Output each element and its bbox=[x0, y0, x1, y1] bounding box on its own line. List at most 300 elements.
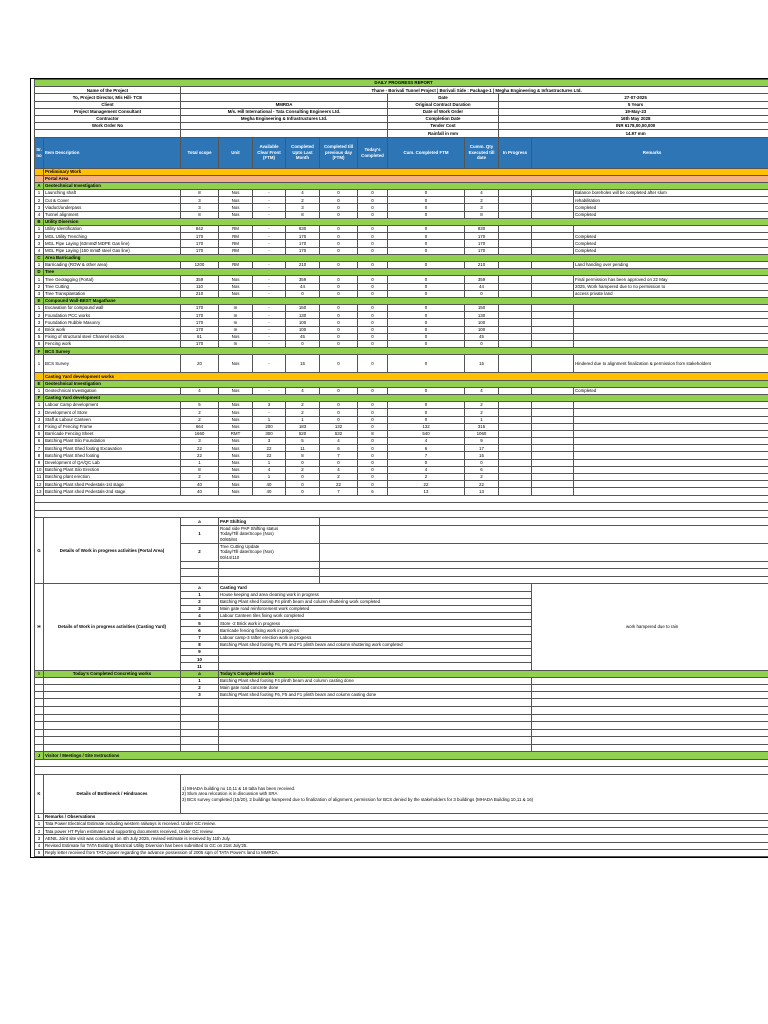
table-row bbox=[35, 430, 768, 437]
row-scope: 8 bbox=[181, 211, 219, 218]
row-item: Foundation Rubble Masonry bbox=[44, 319, 181, 326]
row-prev: 0 bbox=[320, 226, 358, 233]
row-upto: 15 bbox=[286, 355, 320, 373]
row-prev: 7 bbox=[320, 488, 358, 495]
row-spacer bbox=[532, 474, 574, 481]
section-label: Casting Yard development works bbox=[44, 373, 768, 380]
row-upto: 150 bbox=[286, 305, 320, 312]
report-body bbox=[35, 80, 768, 857]
h-item-text bbox=[219, 649, 532, 656]
l-item-text: AENIL Joint site visit was conducted on 4th July 2025, revised estimate is received by 11th July. bbox=[44, 835, 768, 842]
row-prev: 0 bbox=[320, 341, 358, 348]
section-sr: A bbox=[35, 182, 44, 189]
k-sr: K bbox=[35, 774, 44, 813]
l-item-text: Revised Estimate for TATA Existing Electrical Utility Diversion has been submitted to GC on 21st July'25. bbox=[44, 842, 768, 849]
row-item: Utility Identification bbox=[44, 226, 181, 233]
row-unit: Nos bbox=[219, 488, 253, 495]
i-blank bbox=[35, 744, 768, 752]
row-today: 0 bbox=[358, 226, 388, 233]
i-blank bbox=[35, 737, 768, 745]
row-remarks bbox=[574, 488, 768, 495]
row-exec: 130 bbox=[465, 312, 499, 319]
row-sr: 7 bbox=[35, 445, 44, 452]
row-unit: Nos bbox=[219, 416, 253, 423]
info-right-label: Tender Cost bbox=[388, 123, 499, 130]
info-row bbox=[35, 123, 768, 130]
row-sr: 3 bbox=[35, 319, 44, 326]
row-prev: 0 bbox=[320, 312, 358, 319]
h-item-text: Barricade fencing fixing work in progress bbox=[219, 627, 532, 634]
row-remarks bbox=[574, 312, 768, 319]
blank bbox=[44, 706, 181, 714]
h-item-no: 1 bbox=[181, 591, 219, 598]
row-spacer bbox=[532, 416, 574, 423]
row-clear: - bbox=[253, 409, 286, 416]
row-unit: Nos bbox=[219, 402, 253, 409]
row-sr: 9 bbox=[35, 459, 44, 466]
row-item: Development of QA/QC Lab bbox=[44, 459, 181, 466]
row-remarks: Completed bbox=[574, 204, 768, 211]
blank bbox=[35, 510, 768, 518]
blank bbox=[35, 706, 44, 714]
report-sheet bbox=[30, 78, 768, 858]
row-today: 0 bbox=[358, 466, 388, 473]
row-spacer bbox=[532, 481, 574, 488]
row-exec: 0 bbox=[465, 459, 499, 466]
row-prev: 0 bbox=[320, 276, 358, 283]
row-scope: 170 bbox=[181, 247, 219, 254]
table-row bbox=[35, 438, 768, 445]
row-today: 0 bbox=[358, 402, 388, 409]
row-clear: 1 bbox=[253, 474, 286, 481]
info-value: M/s. Hill International - Tata Consulting Engineers Ltd. bbox=[181, 108, 388, 115]
row-unit: RM bbox=[219, 240, 253, 247]
row-remarks: Balance boreholes will be completed after slum bbox=[574, 190, 768, 197]
row-prog bbox=[499, 452, 532, 459]
info-label: Project Management Consultant bbox=[35, 108, 181, 115]
row-cum: 6 bbox=[388, 445, 465, 452]
row-upto: 520 bbox=[286, 430, 320, 437]
row-prev: 0 bbox=[320, 402, 358, 409]
k-line: 1) MHADA building no 10,11 & 16 talta has been received. bbox=[182, 785, 296, 791]
section-label: Geotechnical Investigation bbox=[44, 182, 768, 189]
g-head: PAP Shifting bbox=[219, 518, 320, 525]
row-upto: 4 bbox=[286, 190, 320, 197]
row-exec: 4 bbox=[465, 387, 499, 394]
l-item bbox=[35, 842, 768, 849]
section-label: Geotechnical Investigation bbox=[44, 380, 768, 387]
row-cum: 0 bbox=[388, 247, 465, 254]
row-upto: 0 bbox=[286, 341, 320, 348]
header-upto: Completed Upto Last Month bbox=[286, 137, 320, 168]
k-line: 2) Slum area relocation is in discussion with SRA bbox=[182, 791, 278, 797]
row-exec: 2 bbox=[465, 402, 499, 409]
i-blank bbox=[35, 722, 768, 730]
i-item bbox=[35, 677, 768, 684]
row-prog bbox=[499, 333, 532, 340]
i-sr: I bbox=[35, 670, 44, 677]
k-label: Details of Bottleneck / Hindrances bbox=[44, 774, 181, 813]
row-prev: 0 bbox=[320, 387, 358, 394]
row-today: 0 bbox=[358, 481, 388, 488]
row-today: 0 bbox=[358, 233, 388, 240]
row-upto: 3 bbox=[286, 204, 320, 211]
blank bbox=[181, 576, 219, 584]
section-label: Tree bbox=[44, 269, 768, 276]
g-item-no: 2 bbox=[181, 543, 219, 561]
row-unit: m bbox=[219, 305, 253, 312]
row-cum: 0 bbox=[388, 211, 465, 218]
row-prev: 0 bbox=[320, 459, 358, 466]
section-label: Utility Diversion bbox=[44, 218, 768, 225]
row-remarks bbox=[574, 445, 768, 452]
row-cum: 4 bbox=[388, 466, 465, 473]
row-exec: 15 bbox=[465, 355, 499, 373]
row-clear: - bbox=[253, 240, 286, 247]
row-spacer bbox=[532, 430, 574, 437]
row-clear: - bbox=[253, 326, 286, 333]
i-blank bbox=[35, 699, 768, 707]
blank bbox=[181, 561, 219, 569]
blank bbox=[44, 714, 181, 722]
row-cum: 0 bbox=[388, 240, 465, 247]
row-remarks bbox=[574, 438, 768, 445]
blank bbox=[35, 759, 768, 767]
table-header bbox=[35, 137, 768, 168]
l-item-no: 2 bbox=[35, 828, 44, 835]
row-item: Geotechnical Investigation bbox=[44, 387, 181, 394]
row-cum: 540 bbox=[388, 430, 465, 437]
table-row bbox=[35, 283, 768, 290]
row-exec: 3 bbox=[465, 204, 499, 211]
blank bbox=[532, 722, 768, 730]
row-exec: 0 bbox=[465, 341, 499, 348]
row-upto: 100 bbox=[286, 326, 320, 333]
row-upto: 170 bbox=[286, 233, 320, 240]
row-prev: 532 bbox=[320, 430, 358, 437]
info-right-value: 5 Years bbox=[499, 101, 768, 108]
row-prog bbox=[499, 402, 532, 409]
row-scope: 842 bbox=[181, 226, 219, 233]
blank bbox=[44, 737, 181, 745]
blank bbox=[181, 714, 219, 722]
row-cum: 0 bbox=[388, 341, 465, 348]
row-today: 0 bbox=[358, 290, 388, 297]
row-prog bbox=[499, 481, 532, 488]
row-upto: 0 bbox=[286, 459, 320, 466]
row-item: Batching Plant Silo Foundation bbox=[44, 438, 181, 445]
row-scope: 20 bbox=[181, 355, 219, 373]
row-cum: 0 bbox=[388, 402, 465, 409]
table-row bbox=[35, 445, 768, 452]
row-clear: 22 bbox=[253, 445, 286, 452]
row-exec: 315 bbox=[465, 423, 499, 430]
header-prev: Completed till previous day (FTM) bbox=[320, 137, 358, 168]
row-today: 0 bbox=[358, 341, 388, 348]
row-prev: 0 bbox=[320, 233, 358, 240]
header-sr: Sr. no bbox=[35, 137, 44, 168]
row-clear: 40 bbox=[253, 488, 286, 495]
h-item-text: Store -2 Brick work in progress bbox=[219, 620, 532, 627]
l-item-no: 1 bbox=[35, 821, 44, 828]
row-today: 0 bbox=[358, 247, 388, 254]
row-upto: 2 bbox=[286, 197, 320, 204]
j-sr: J bbox=[35, 752, 44, 759]
h-item-no: 8 bbox=[181, 641, 219, 648]
row-upto: 830 bbox=[286, 226, 320, 233]
row-sr: 3 bbox=[35, 240, 44, 247]
row-clear: - bbox=[253, 305, 286, 312]
blank bbox=[181, 729, 219, 737]
row-remarks bbox=[574, 326, 768, 333]
h-head bbox=[35, 584, 768, 591]
info-row bbox=[35, 94, 768, 101]
row-prev: 2 bbox=[320, 474, 358, 481]
table-row bbox=[35, 319, 768, 326]
h-item-no: 2 bbox=[181, 598, 219, 605]
row-today: 8 bbox=[358, 430, 388, 437]
row-spacer bbox=[532, 387, 574, 394]
blank bbox=[532, 744, 768, 752]
row-prev: 0 bbox=[320, 211, 358, 218]
h-item-no: 11 bbox=[181, 663, 219, 670]
row-remarks bbox=[574, 409, 768, 416]
row-sr: 2 bbox=[35, 409, 44, 416]
blank bbox=[532, 737, 768, 745]
row-remarks bbox=[574, 402, 768, 409]
section-row bbox=[35, 394, 768, 401]
row-sr: 1 bbox=[35, 387, 44, 394]
row-sr: 1 bbox=[35, 355, 44, 373]
row-exec: 9 bbox=[465, 438, 499, 445]
row-cum: 0 bbox=[388, 283, 465, 290]
row-prev: 0 bbox=[320, 333, 358, 340]
row-clear: 22 bbox=[253, 452, 286, 459]
row-sr: 4 bbox=[35, 326, 44, 333]
blank bbox=[35, 737, 44, 745]
table-row bbox=[35, 466, 768, 473]
row-today: 0 bbox=[358, 423, 388, 430]
header-scope: Total scope bbox=[181, 137, 219, 168]
row-spacer bbox=[532, 283, 574, 290]
row-unit: Nos bbox=[219, 481, 253, 488]
row-upto: 2 bbox=[286, 466, 320, 473]
row-upto: 210 bbox=[286, 261, 320, 268]
row-clear: 4 bbox=[253, 466, 286, 473]
section-row bbox=[35, 218, 768, 225]
report-table bbox=[34, 79, 768, 857]
row-exec: 170 bbox=[465, 240, 499, 247]
i-item bbox=[35, 692, 768, 699]
row-today: 0 bbox=[358, 387, 388, 394]
i-head bbox=[35, 670, 768, 677]
row-prog bbox=[499, 247, 532, 254]
l-item bbox=[35, 821, 768, 828]
table-row bbox=[35, 276, 768, 283]
row-today: 0 bbox=[358, 197, 388, 204]
row-sr: 1 bbox=[35, 190, 44, 197]
row-unit: Nos bbox=[219, 459, 253, 466]
row-remarks: Completed bbox=[574, 233, 768, 240]
row-prog bbox=[499, 261, 532, 268]
row-item: Batching Plant Shed footing bbox=[44, 452, 181, 459]
row-upto: 5 bbox=[286, 438, 320, 445]
row-today: 0 bbox=[358, 283, 388, 290]
section-row bbox=[35, 175, 768, 182]
row-clear: - bbox=[253, 211, 286, 218]
table-row bbox=[35, 190, 768, 197]
table-row bbox=[35, 341, 768, 348]
blank bbox=[320, 525, 768, 543]
row-spacer bbox=[532, 204, 574, 211]
row-scope: 61 bbox=[181, 333, 219, 340]
table-row bbox=[35, 290, 768, 297]
blank bbox=[320, 576, 768, 584]
row-today: 0 bbox=[358, 240, 388, 247]
row-cum: 4 bbox=[388, 438, 465, 445]
header-cum: Cum. Completed FTM bbox=[388, 137, 465, 168]
row-upto: 8 bbox=[286, 211, 320, 218]
table-row bbox=[35, 312, 768, 319]
row-scope: 22 bbox=[181, 452, 219, 459]
g-item-line: Tree Cutting Update bbox=[220, 543, 260, 549]
row-sr: 2 bbox=[35, 283, 44, 290]
row-prog bbox=[499, 319, 532, 326]
section-row bbox=[35, 168, 768, 175]
header-item: Item Description bbox=[44, 137, 181, 168]
blank bbox=[35, 677, 44, 684]
row-cum: 0 bbox=[388, 416, 465, 423]
row-clear: - bbox=[253, 233, 286, 240]
row-scope: 170 bbox=[181, 319, 219, 326]
info-label: To, Project Director, M/s Hill- TCE bbox=[35, 94, 181, 101]
row-cum: 132 bbox=[388, 423, 465, 430]
row-item: Tunnel alignment bbox=[44, 211, 181, 218]
i-item-no: 3 bbox=[181, 692, 219, 699]
h-item-text: Labour camp-3 rafter erection work in progress bbox=[219, 634, 532, 641]
row-exec: 210 bbox=[465, 261, 499, 268]
row-clear: 3 bbox=[253, 438, 286, 445]
h-item-no: 10 bbox=[181, 656, 219, 663]
k-line: 3) BCS survey completed (15/20), 2 buildings hampered due to finalization of alignment, permission for BCS denied by the stakeholders for 3 buildings (MHADA Building 10,11 & 16) bbox=[182, 796, 534, 802]
row-upto: 2 bbox=[286, 409, 320, 416]
row-clear: 1 bbox=[253, 459, 286, 466]
h-sr: H bbox=[35, 584, 44, 670]
row-sr: 1 bbox=[35, 305, 44, 312]
row-spacer bbox=[532, 326, 574, 333]
row-prog bbox=[499, 211, 532, 218]
row-item: Cut & Cover bbox=[44, 197, 181, 204]
table-row bbox=[35, 409, 768, 416]
blank bbox=[532, 729, 768, 737]
section-row bbox=[35, 254, 768, 261]
row-sr: 5 bbox=[35, 333, 44, 340]
row-today: 0 bbox=[358, 190, 388, 197]
section-row bbox=[35, 373, 768, 380]
row-scope: 4 bbox=[181, 387, 219, 394]
row-unit: Nos bbox=[219, 409, 253, 416]
row-upto: 100 bbox=[286, 319, 320, 326]
info-label: Work Order No bbox=[35, 123, 181, 130]
blank bbox=[532, 699, 768, 707]
row-cum: 0 bbox=[388, 261, 465, 268]
row-today: 0 bbox=[358, 355, 388, 373]
row-spacer bbox=[532, 226, 574, 233]
g-item-line: Today/Till date/Scope (Nos) bbox=[220, 549, 274, 555]
l-head bbox=[35, 813, 768, 820]
row-scope: 40 bbox=[181, 481, 219, 488]
row-item: MGL Pipe Laying (63mmØ MDPE Gas line) bbox=[44, 240, 181, 247]
blank bbox=[181, 569, 219, 577]
g-item-line: Today/Till date/Scope (Nos) bbox=[220, 531, 274, 537]
i-label: Today's Completed Concreting works bbox=[44, 670, 181, 677]
i-item-no: 1 bbox=[181, 677, 219, 684]
row-upto: 4 bbox=[286, 387, 320, 394]
row-today: 0 bbox=[358, 305, 388, 312]
row-upto: 0 bbox=[286, 474, 320, 481]
blank bbox=[219, 699, 532, 707]
blank bbox=[35, 714, 44, 722]
row-cum: 0 bbox=[388, 305, 465, 312]
info-right-value: 19-May-23 bbox=[499, 108, 768, 115]
row-remarks bbox=[574, 305, 768, 312]
row-remarks: 2025, Work hampered due to no permission to bbox=[574, 283, 768, 290]
l-item bbox=[35, 828, 768, 835]
blank bbox=[320, 561, 768, 569]
row-scope: 170 bbox=[181, 233, 219, 240]
info-value bbox=[181, 94, 388, 101]
row-exec: 17 bbox=[465, 445, 499, 452]
row-prog bbox=[499, 312, 532, 319]
section-label: Portal Area bbox=[44, 175, 768, 182]
row-exec: 45 bbox=[465, 333, 499, 340]
row-spacer bbox=[532, 319, 574, 326]
h-item-no: 5 bbox=[181, 620, 219, 627]
k-row bbox=[35, 774, 768, 813]
row-exec: 100 bbox=[465, 326, 499, 333]
row-item: Excavation for compound wall bbox=[44, 305, 181, 312]
blank bbox=[320, 518, 768, 525]
h-item-text: Batching Plant shed footing F6, F5 and F1 plinth beam and column shuttering work completed bbox=[219, 641, 532, 648]
row-spacer bbox=[532, 423, 574, 430]
row-item: Barricading (ROW & other area) bbox=[44, 261, 181, 268]
section-sr: C bbox=[35, 254, 44, 261]
blank bbox=[35, 767, 768, 775]
row-unit: Nos bbox=[219, 387, 253, 394]
row-spacer bbox=[532, 233, 574, 240]
info-value: Megha Engineering & Infrastructures Ltd. bbox=[181, 115, 388, 122]
row-prev: 4 bbox=[320, 438, 358, 445]
row-upto: 170 bbox=[286, 247, 320, 254]
row-prog bbox=[499, 233, 532, 240]
i-item bbox=[35, 684, 768, 691]
row-prev: 0 bbox=[320, 326, 358, 333]
row-spacer bbox=[532, 409, 574, 416]
row-remarks: Land handing over pending bbox=[574, 261, 768, 268]
row-item: Fencing work bbox=[44, 341, 181, 348]
row-item: Batching plant erection bbox=[44, 474, 181, 481]
row-upto: 1 bbox=[286, 416, 320, 423]
h-head-no: a bbox=[181, 584, 219, 591]
row-unit: Nos bbox=[219, 276, 253, 283]
row-exec: 6 bbox=[465, 466, 499, 473]
info-row bbox=[35, 101, 768, 108]
row-remarks: Completed bbox=[574, 240, 768, 247]
row-cum: 0 bbox=[388, 333, 465, 340]
blank-row bbox=[35, 503, 768, 511]
row-prog bbox=[499, 276, 532, 283]
g-item-line: Road side PAP Shifting status bbox=[220, 525, 279, 531]
